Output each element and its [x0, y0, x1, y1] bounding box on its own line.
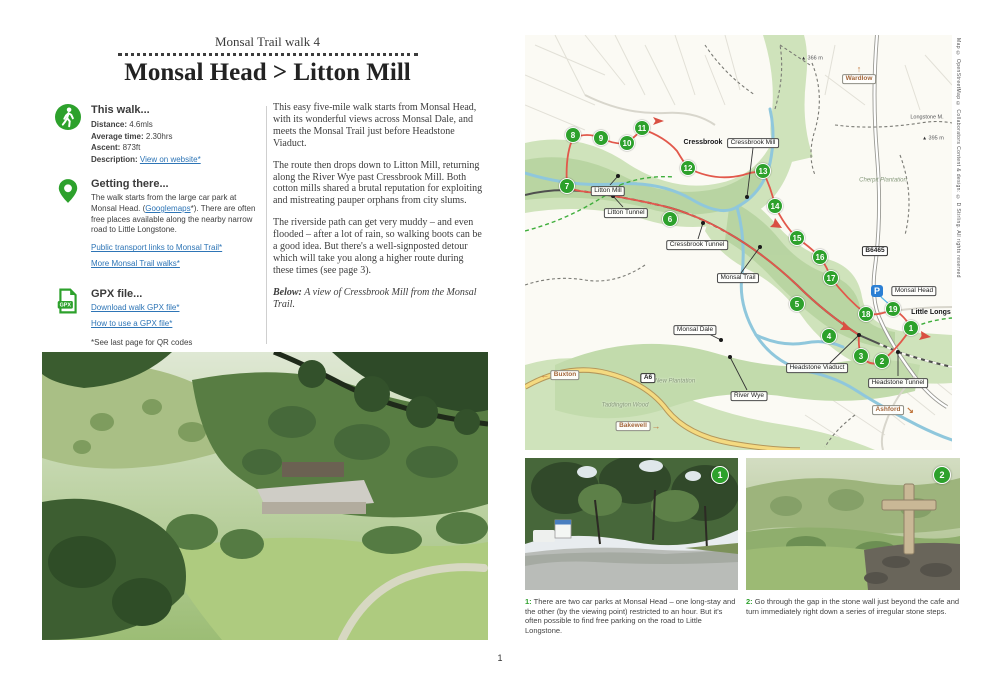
map-pin-icon — [55, 178, 82, 275]
gpx-icon-text: GPX — [59, 302, 72, 309]
gpx-heading: GPX file... — [91, 288, 143, 301]
map-label-monsal-head: Monsal Head — [891, 286, 936, 296]
map-label-litton-tunnel: Litton Tunnel — [604, 208, 648, 218]
photo-car-park — [525, 458, 738, 590]
walk-stat-ascent: Ascent: 873ft — [91, 143, 141, 152]
map-waypoint-2: 2 — [874, 353, 890, 369]
dotted-divider — [118, 53, 418, 56]
map-label-b6465: B6465 — [862, 246, 888, 256]
map-label-366-m: ▲ 366 m — [801, 56, 823, 63]
walk-stat-average-time: Average time: 2.30hrs — [91, 131, 173, 141]
map-waypoint-5: 5 — [789, 296, 805, 312]
photo-stone-cross — [746, 458, 960, 590]
map-waypoint-16: 16 — [812, 249, 828, 265]
caption-number: 1: — [525, 597, 532, 606]
gpx-links — [91, 303, 263, 329]
walk-description-row — [91, 154, 263, 166]
map-waypoint-12: 12 — [680, 160, 696, 176]
photo-badge-1: 1 — [711, 466, 729, 484]
page-title: Monsal Head > Litton Mill — [124, 59, 411, 86]
gpx-file-icon — [55, 288, 82, 347]
map-label-longstone-m: Longstone M. — [910, 114, 944, 121]
photo-caption-1 — [525, 597, 738, 635]
getting-there-text-pre: The walk starts from the large car park at Monsal Head. ( — [91, 193, 237, 213]
below-text: A view of Cressbrook Mill from the Monsal Trail. — [273, 286, 477, 310]
main-photo-cressbrook-mill — [42, 352, 488, 640]
caption-text: Go through the gap in the stone wall just beyond the cafe and turn immediately right down a series of irregular stone steps. — [746, 597, 960, 616]
map-label-cherpit-plantation: Cherpit Plantation — [859, 177, 907, 184]
map-waypoint-6: 6 — [662, 211, 678, 227]
link-download-walk-gpx-file[interactable]: Download walk GPX file* — [91, 303, 180, 313]
this-walk-heading: This walk... — [91, 104, 150, 116]
walker-icon — [55, 104, 82, 165]
intro-paragraph: This easy five-mile walk starts from Monsal Head, with its wonderful views across Monsal Dale, and meets the Monsal Trail just before Headstone Viaduct. — [273, 102, 477, 149]
map-label-bakewell: Bakewell → — [616, 421, 651, 431]
map-waypoint-13: 13 — [755, 163, 771, 179]
map-label-river-wye: River Wye — [731, 391, 768, 401]
description-label: Description: — [91, 154, 138, 164]
intro-paragraph: The riverside path can get very muddy – and even flooded – after a lot of rain, so walking boots can be a good idea. But there's a well-signposted detour which will take you along a higher route during these times (see page 3). — [273, 217, 482, 276]
map-waypoint-11: 11 — [634, 120, 650, 136]
intro-paragraph: The route then drops down to Litton Mill, returning along the River Wye past Cressbrook Mill. Both cotton mills shared a brutal reputation for exploiting and mistreating pauper orphans from city slums. — [273, 159, 483, 207]
section-gpx — [55, 288, 263, 347]
page-number: 1 — [497, 653, 503, 663]
gpx-note: *See last page for QR codes — [91, 338, 193, 348]
view-on-website-link[interactable]: View on website* — [139, 154, 201, 164]
walk-stat-distance: Distance: 4.6mls — [91, 120, 153, 129]
trail-map — [525, 35, 952, 450]
photo-stone-cross-art — [746, 458, 960, 590]
link-how-to-use-a-gpx-file[interactable]: How to use a GPX file* — [91, 319, 173, 329]
photo-car-park-art — [525, 458, 738, 590]
direction-arrow-icon: → — [651, 421, 661, 432]
parking-icon: P — [871, 285, 883, 297]
page-header — [75, 34, 460, 87]
map-waypoint-7: 7 — [559, 178, 575, 194]
caption-number: 2: — [746, 597, 753, 606]
map-label-cressbrook-tunnel: Cressbrook Tunnel — [666, 240, 728, 250]
map-label-ashford: Ashford ↘ — [872, 405, 904, 415]
map-label-monsal-dale: Monsal Dale — [673, 325, 716, 335]
map-label-buxton: Buxton ← — [550, 370, 579, 380]
walk-stats — [91, 119, 263, 154]
photo-badge-2: 2 — [933, 466, 951, 484]
map-label-cressbrook-mill: Cressbrook Mill — [727, 138, 779, 148]
map-waypoint-4: 4 — [821, 328, 837, 344]
map-label-taddington-wood: Taddington Wood — [601, 402, 649, 409]
map-label-cressbrook: Cressbrook — [683, 138, 723, 146]
map-waypoint-17: 17 — [823, 270, 839, 286]
column-divider — [266, 106, 267, 344]
direction-arrow-icon: ← — [540, 370, 550, 381]
map-waypoint-3: 3 — [853, 348, 869, 364]
link-more-monsal-trail-walks[interactable]: More Monsal Trail walks* — [91, 259, 180, 269]
section-this-walk — [55, 104, 263, 165]
stat-label: Ascent: — [91, 143, 121, 152]
direction-arrow-icon: ↑ — [856, 64, 862, 75]
map-label-headstone-viaduct: Headstone Viaduct — [786, 363, 848, 373]
map-label-monsal-trail: Monsal Trail — [717, 273, 759, 283]
photo-lead-caption — [273, 287, 486, 311]
intro-paragraphs — [273, 102, 486, 277]
map-waypoint-10: 10 — [619, 135, 635, 151]
caption-text: There are two car parks at Monsal Head – one long-stay and the other (by the viewing point) restricted to an hour. But it's often possible to find free parking on the road to Little Longstone. — [525, 597, 736, 635]
info-sidebar — [55, 104, 263, 360]
map-waypoint-8: 8 — [565, 127, 581, 143]
link-public-transport-links-to-monsal-trail[interactable]: Public transport links to Monsal Trail* — [91, 243, 223, 253]
map-label-wardlow: Wardlow ↑ — [842, 74, 876, 84]
main-photo-art — [42, 352, 488, 640]
walk-series-label: Monsal Trail walk 4 — [214, 34, 321, 49]
map-copyright: Map © OpenStreetMap © Collaborators Content & design: © D Stirling. All rights reserved — [955, 38, 961, 278]
getting-there-text-post: *). There are often free places available along the nearby narrow road to Little Longstone. — [91, 203, 256, 235]
map-label-litton-mill: Litton Mill — [591, 186, 625, 196]
map-label-headstone-tunnel: Headstone Tunnel — [868, 378, 928, 388]
getting-there-links — [91, 243, 263, 269]
map-waypoint-14: 14 — [767, 198, 783, 214]
intro-column — [273, 102, 486, 321]
map-label-new-plantation: New Plantation — [654, 378, 696, 385]
map-label-little-longs: Little Longs — [911, 308, 951, 316]
below-label: Below: — [273, 286, 302, 298]
map-waypoint-9: 9 — [593, 130, 609, 146]
map-waypoint-1: 1 — [903, 320, 919, 336]
map-label-a6: A6 — [640, 373, 655, 383]
map-waypoint-18: 18 — [858, 306, 874, 322]
map-waypoint-19: 19 — [885, 301, 901, 317]
stat-label: Distance: — [91, 120, 128, 129]
getting-there-text — [91, 193, 261, 236]
getting-there-heading: Getting there... — [91, 178, 169, 190]
map-label-395-m: ▲ 395 m — [922, 136, 944, 143]
map-waypoint-15: 15 — [789, 230, 805, 246]
stat-label: Average time: — [91, 131, 144, 141]
googlemaps-link[interactable]: Googlemaps — [145, 203, 191, 213]
direction-arrow-icon: ↘ — [906, 405, 914, 416]
photo-caption-2 — [746, 597, 960, 616]
section-getting-there — [55, 178, 263, 275]
